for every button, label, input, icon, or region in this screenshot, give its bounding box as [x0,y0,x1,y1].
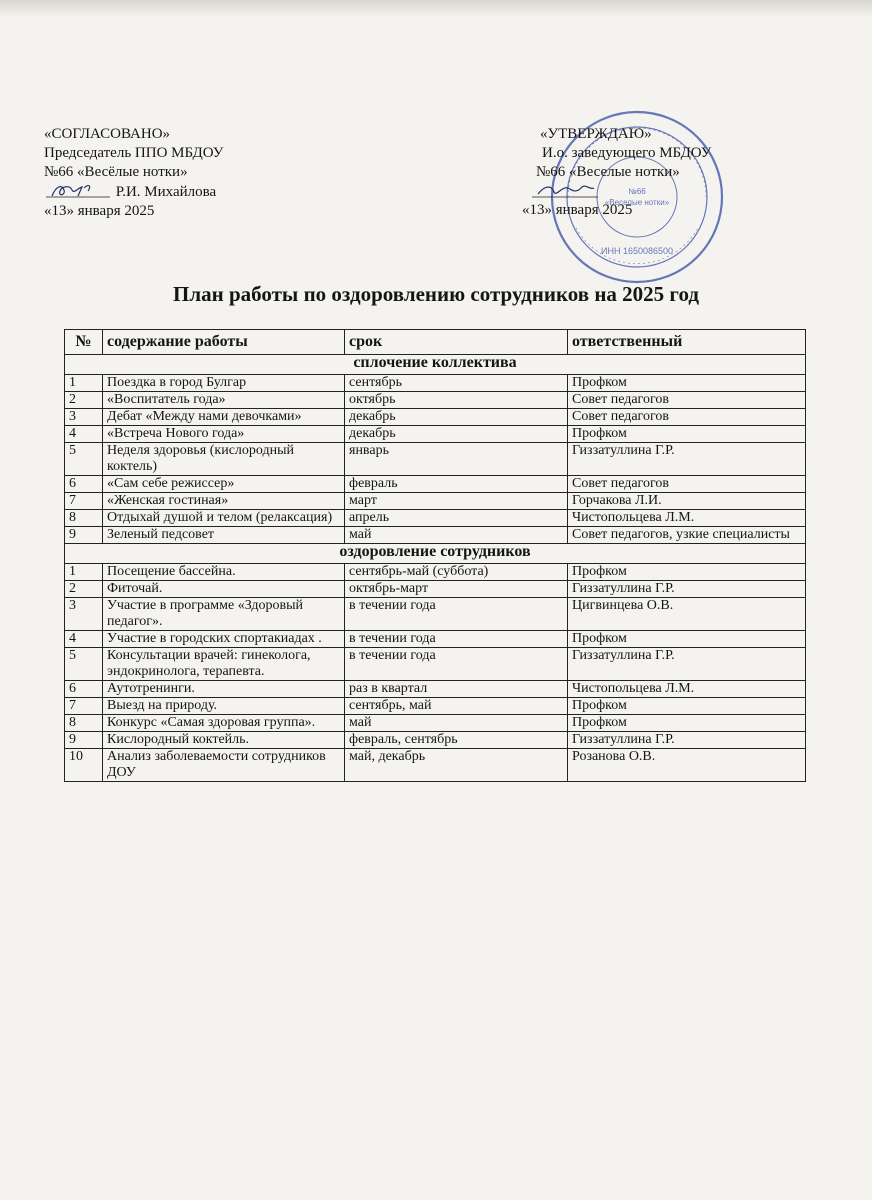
cell-responsible: Совет педагогов, узкие специалисты [568,527,806,544]
cell-term: декабрь [345,426,568,443]
approved-line1: И.о. заведующего МБДОУ [542,145,712,161]
cell-content: Анализ заболеваемости сотрудников ДОУ [103,749,345,782]
header-number: № [65,330,103,355]
table-row [65,392,806,409]
table-row [65,409,806,426]
table-row [65,581,806,598]
cell-responsible: Профком [568,375,806,392]
cell-number: 1 [65,375,103,392]
cell-number: 2 [65,581,103,598]
cell-content: Фиточай. [103,581,345,598]
agreed-block [44,125,223,221]
cell-content: «Воспитатель года» [103,392,345,409]
cell-term: октябрь-март [345,581,568,598]
cell-content: Отдыхай душой и телом (релаксация) [103,510,345,527]
table-row [65,426,806,443]
cell-responsible: Профком [568,426,806,443]
cell-content: Аутотренинги. [103,681,345,698]
cell-term: май [345,715,568,732]
cell-responsible: Чистопольцева Л.М. [568,681,806,698]
table-body [65,355,806,782]
section-row-team-building [65,355,806,375]
cell-responsible: Профком [568,564,806,581]
cell-number: 1 [65,564,103,581]
table-row [65,375,806,392]
table-row [65,715,806,732]
cell-number: 6 [65,681,103,698]
approved-date: «13» января 2025 [522,202,633,218]
cell-term: сентябрь, май [345,698,568,715]
cell-term: сентябрь-май (суббота) [345,564,568,581]
cell-number: 4 [65,426,103,443]
work-plan-table [64,329,806,782]
agreed-line2: №66 «Весёлые нотки» [44,164,188,180]
cell-responsible: Гиззатуллина Г.Р. [568,443,806,476]
cell-number: 6 [65,476,103,493]
agreed-line1: Председатель ППО МБДОУ [44,145,224,161]
scan-edge [0,0,872,18]
cell-content: «Сам себе режиссер» [103,476,345,493]
cell-content: Участие в городских спортакиадах . [103,631,345,648]
cell-responsible: Совет педагогов [568,392,806,409]
approved-signature-line [522,182,711,201]
agreed-signature-name: Р.И. Михайлова [115,184,217,200]
cell-responsible: Цигвинцева О.В. [568,598,806,631]
cell-content: «Женская гостиная» [103,493,345,510]
cell-content: Участие в программе «Здоровый педагог». [103,598,345,631]
cell-term: в течении года [345,631,568,648]
cell-number: 9 [65,732,103,749]
cell-term: раз в квартал [345,681,568,698]
table-row [65,510,806,527]
cell-term: октябрь [345,392,568,409]
cell-number: 8 [65,510,103,527]
cell-content: Поездка в город Булгар [103,375,345,392]
cell-content: Консультации врачей: гинеколога, эндокринолога, терапевта. [103,648,345,681]
agreed-signature-line [44,182,223,202]
table-row [65,749,806,782]
approved-title: «УТВЕРЖДАЮ» [540,126,652,142]
cell-term: январь [345,443,568,476]
cell-responsible: Совет педагогов [568,409,806,426]
approved-block [522,125,711,220]
cell-number: 7 [65,493,103,510]
cell-term: февраль, сентябрь [345,732,568,749]
section-row-staff-health [65,544,806,564]
cell-content: Зеленый педсовет [103,527,345,544]
table-row [65,493,806,510]
cell-content: Дебат «Между нами девочками» [103,409,345,426]
cell-number: 9 [65,527,103,544]
table-row [65,564,806,581]
cell-responsible: Чистопольцева Л.М. [568,510,806,527]
cell-term: апрель [345,510,568,527]
table-row [65,681,806,698]
header-term: срок [345,330,568,355]
cell-term: март [345,493,568,510]
agreed-date: «13» января 2025 [44,203,155,219]
cell-responsible: Гиззатуллина Г.Р. [568,581,806,598]
cell-number: 8 [65,715,103,732]
cell-number: 3 [65,598,103,631]
cell-content: Конкурс «Самая здоровая группа». [103,715,345,732]
cell-responsible: Гиззатуллина Г.Р. [568,648,806,681]
cell-number: 2 [65,392,103,409]
cell-content: «Встреча Нового года» [103,426,345,443]
cell-number: 4 [65,631,103,648]
cell-term: декабрь [345,409,568,426]
approved-line2: №66 «Веселые нотки» [536,164,680,180]
header-content: содержание работы [103,330,345,355]
agreed-title: «СОГЛАСОВАНО» [44,126,171,142]
cell-responsible: Гиззатуллина Г.Р. [568,732,806,749]
table-row [65,598,806,631]
cell-term: в течении года [345,598,568,631]
cell-term: сентябрь [345,375,568,392]
handwritten-signature-icon [532,182,600,200]
page-title: План работы по оздоровлению сотрудников на 2025 год [173,282,699,306]
cell-responsible: Розанова О.В. [568,749,806,782]
cell-content: Неделя здоровья (кислородный коктель) [103,443,345,476]
table-row [65,527,806,544]
cell-number: 3 [65,409,103,426]
stamp-name-line2: «Веселые нотки» [604,198,670,207]
table-row [65,443,806,476]
table-row [65,631,806,648]
handwritten-signature-icon [44,182,112,200]
cell-content: Кислородный коктейль. [103,732,345,749]
cell-responsible: Профком [568,715,806,732]
cell-number: 10 [65,749,103,782]
cell-term: май, декабрь [345,749,568,782]
cell-number: 5 [65,648,103,681]
cell-number: 7 [65,698,103,715]
cell-responsible: Профком [568,631,806,648]
table-row [65,698,806,715]
cell-responsible: Совет педагогов [568,476,806,493]
table-row [65,648,806,681]
cell-responsible: Профком [568,698,806,715]
table-row [65,476,806,493]
section-title: сплочение коллектива [65,355,806,375]
cell-content: Посещение бассейна. [103,564,345,581]
header-responsible: ответственный [568,330,806,355]
cell-term: в течении года [345,648,568,681]
section-title: оздоровление сотрудников [65,544,806,564]
table-header-row [65,330,806,355]
cell-responsible: Горчакова Л.И. [568,493,806,510]
stamp-inn: ИНН 1650086500 [600,246,674,256]
table-row [65,732,806,749]
cell-content: Выезд на природу. [103,698,345,715]
stamp-name-line1: №66 [628,187,646,196]
cell-term: май [345,527,568,544]
cell-term: февраль [345,476,568,493]
cell-number: 5 [65,443,103,476]
